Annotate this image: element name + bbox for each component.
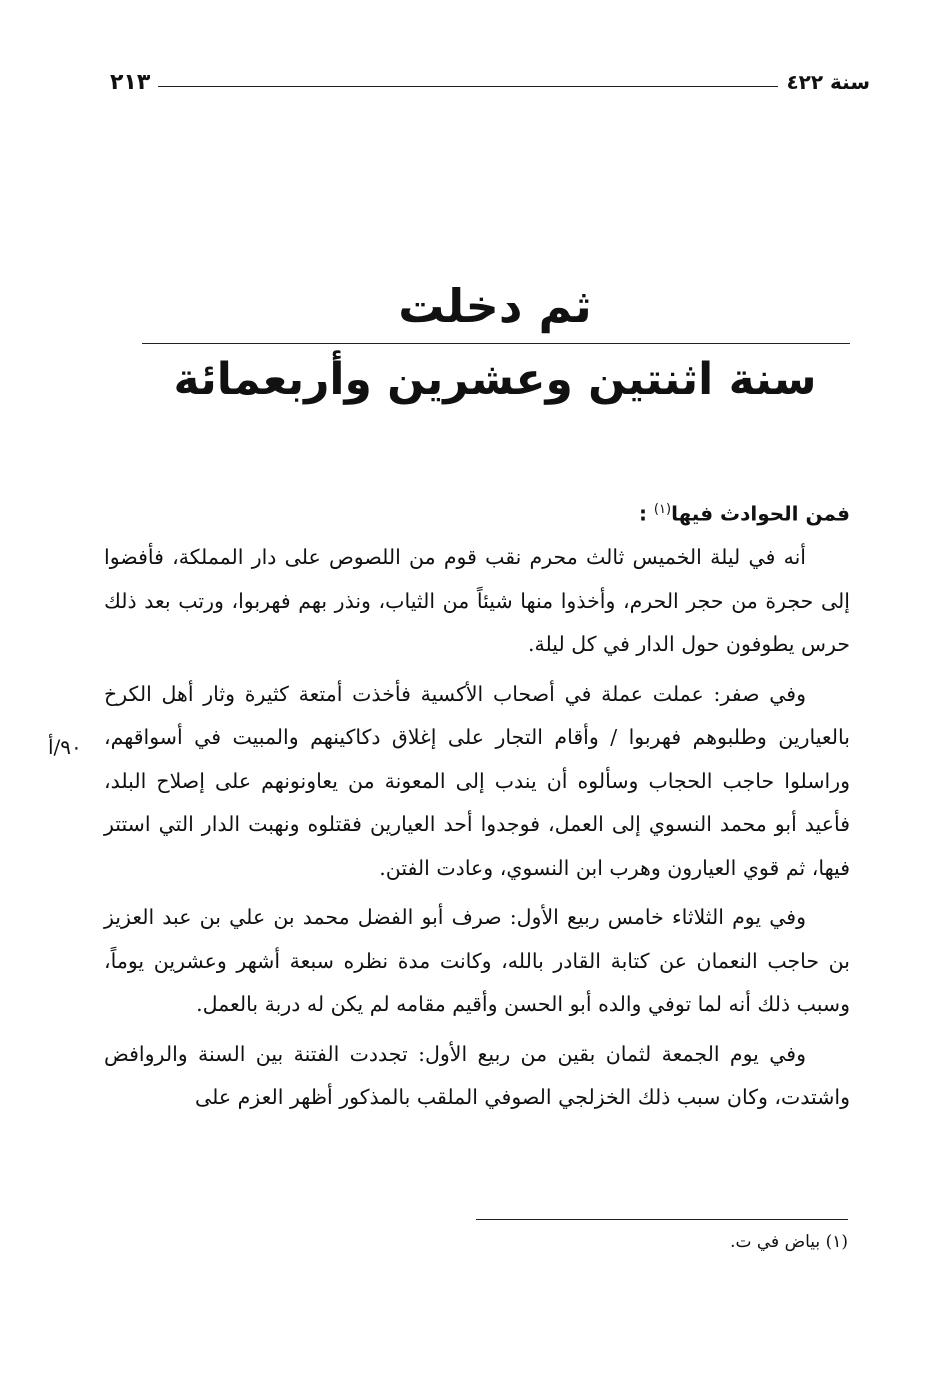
chapter-title-line2: سنة اثنتين وعشرين وأربعمائة <box>173 354 817 405</box>
intro-line <box>104 488 850 536</box>
header-rule <box>158 86 778 87</box>
footnote-ref: (١) <box>653 502 672 517</box>
footnote-rule <box>476 1219 848 1220</box>
paragraph: وفي يوم الجمعة لثمان بقين من ربيع الأول: تجددت الفتنة بين السنة والروافض واشتدت، وكان سبب ذلك الخزلجي الصوفي الملقب بالمذكور أظهر العزم على <box>104 1041 850 1110</box>
running-header <box>110 64 870 100</box>
margin-folio-note: ٩٠/أ <box>48 735 82 759</box>
paragraph: أنه في ليلة الخميس ثالث محرم نقب قوم من اللصوص على دار المملكة، فأفضوا إلى حجرة من حجر الحرم، وأخذوا منها شيئاً من الثياب، ونذر بهم فهربوا، ورتب بعد ذلك حرس يطوفون حول الدار في كل ليلة. <box>104 545 850 657</box>
chapter-title-line1: ثم دخلت <box>398 279 592 333</box>
intro-colon: : <box>638 501 647 526</box>
page-number: ٢١٣ <box>110 69 151 95</box>
footnote: (١) بياض في ت. <box>730 1232 848 1252</box>
body-text <box>104 488 850 1126</box>
running-header-year: سنة ٤٢٢ <box>786 70 870 94</box>
chapter-title-rule <box>142 343 850 344</box>
paragraph: وفي يوم الثلاثاء خامس ربيع الأول: صرف أبو الفضل محمد بن علي بن عبد العزيز بن حاجب النعمان عن كتابة القادر بالله، وكانت مدة نظره سبعة أشهر وعشرين يوماً، وسبب ذلك أنه لما توفي والده أبو الحسن وأقيم مقامه لم يكن له دربة بالعمل. <box>104 905 850 1017</box>
intro-text: فمن الحوادث فيها <box>671 501 850 526</box>
paragraph: وفي صفر: عملت عملة في أصحاب الأكسية فأخذت أمتعة كثيرة وثار أهل الكرخ بالعيارين وطلبوهم فهربوا / وأقام التجار على إغلاق دكاكينهم والمبيت في أسواقهم، وراسلوا حاجب الحجاب وسألوه أن يندب إلى المعونة من يعاونونهم على إصلاح البلد، فأعيد أبو محمد النسوي إلى العمل، فوجدوا أحد العيارين فقتلوه ونهبت الدار التي استتر فيها، ثم قوي العيارون وهرب ابن النسوي، وعادت الفتن. <box>104 681 850 880</box>
